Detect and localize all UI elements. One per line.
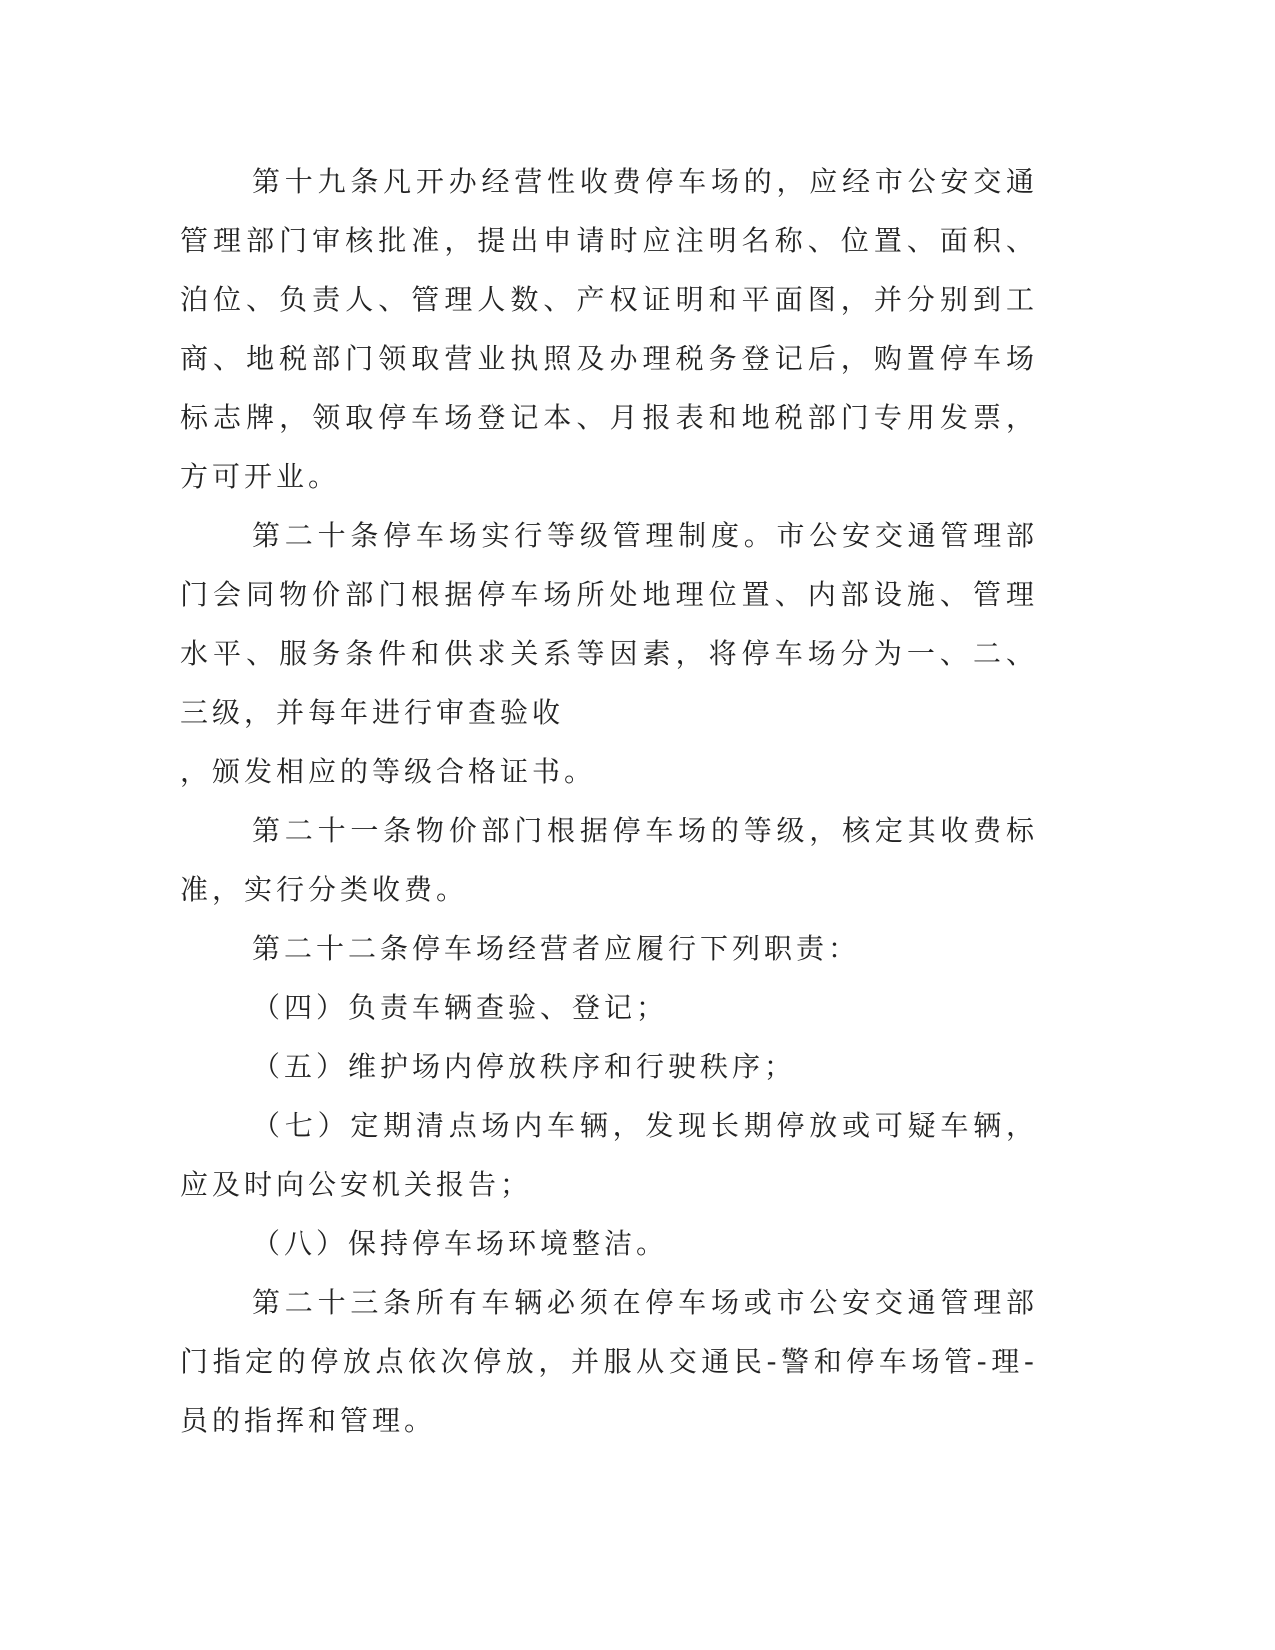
list-item-duty-7: （七）定期清点场内车辆，发现长期停放或可疑车辆，应及时向公安机关报告； (180, 1109, 1038, 1201)
paragraph-article-23: 第二十三条所有车辆必须在停车场或市公安交通管理部门指定的停放点依次停放，并服从交通民-警和停车场管-理-员的指挥和管理。 (180, 1286, 1038, 1437)
paragraph-article-20: 第二十条停车场实行等级管理制度。市公安交通管理部门会同物价部门根据停车场所处地理位置、内部设施、管理水平、服务条件和供求关系等因素，将停车场分为一、二、三级，并每年进行审查验收 (180, 519, 1038, 729)
document-body (180, 152, 1038, 1450)
list-item-duty-8: （八）保持停车场环境整洁。 (252, 1227, 669, 1260)
list-item-duty-5: （五）维护场内停放秩序和行驶秩序； (252, 1050, 797, 1083)
paragraph-article-20-continued: ，颁发相应的等级合格证书。 (180, 755, 597, 788)
paragraph-article-21: 第二十一条物价部门根据停车场的等级，核定其收费标准，实行分类收费。 (180, 814, 1038, 906)
paragraph-article-19: 第十九条凡开办经营性收费停车场的，应经市公安交通管理部门审核批准，提出申请时应注明名称、位置、面积、泊位、负责人、管理人数、产权证明和平面图，并分别到工商、地税部门领取营业执照及办理税务登记后，购置停车场标志牌，领取停车场登记本、月报表和地税部门专用发票，方可开业。 (180, 165, 1038, 493)
list-item-duty-4: （四）负责车辆查验、登记； (252, 991, 669, 1024)
paragraph-article-22: 第二十二条停车场经营者应履行下列职责： (252, 932, 861, 965)
